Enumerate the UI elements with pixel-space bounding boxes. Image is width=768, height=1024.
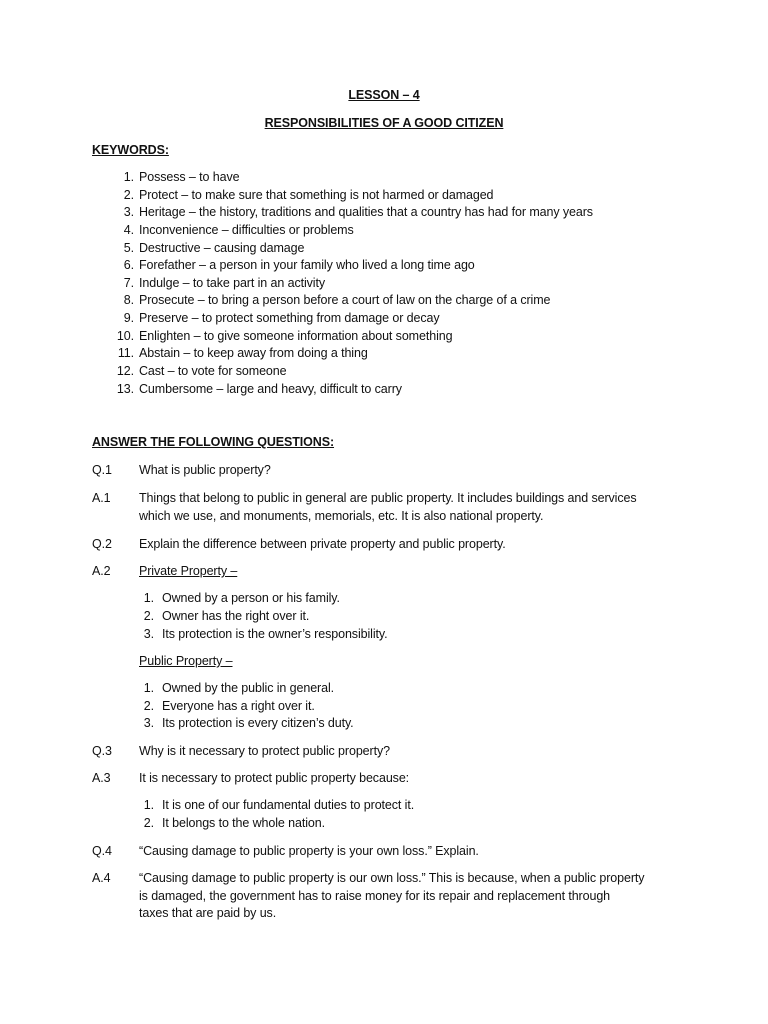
keyword-number: 1.	[123, 170, 134, 184]
list-text: It belongs to the whole nation.	[162, 816, 325, 830]
keywords-heading: KEYWORDS:	[92, 143, 169, 157]
question-text: “Causing damage to public property is your own loss.” Explain.	[139, 844, 479, 858]
keyword-number: 4.	[123, 223, 134, 237]
answer-label: A.1	[92, 491, 111, 505]
keyword-text: Enlighten – to give someone information about something	[139, 329, 453, 343]
answer-line: “Causing damage to public property is our own loss.” This is because, when a public property	[139, 871, 645, 885]
keyword-text: Prosecute – to bring a person before a court of law on the charge of a crime	[139, 293, 551, 307]
keyword-text: Inconvenience – difficulties or problems	[139, 223, 354, 237]
keyword-text: Heritage – the history, traditions and qualities that a country has had for many years	[139, 205, 593, 219]
keyword-number: 2.	[123, 188, 134, 202]
keyword-number: 12.	[116, 364, 134, 378]
list-number: 3.	[143, 716, 154, 730]
answer-text: It is necessary to protect public property because:	[139, 771, 410, 785]
keyword-number: 9.	[123, 311, 134, 325]
list-text: Owned by the public in general.	[162, 681, 335, 695]
keyword-text: Destructive – causing damage	[139, 241, 305, 255]
answer-label: A.2	[92, 564, 111, 578]
list-text: Everyone has a right over it.	[162, 699, 315, 713]
keyword-text: Cumbersome – large and heavy, difficult to carry	[139, 382, 402, 396]
keyword-number: 3.	[123, 205, 134, 219]
keyword-text: Indulge – to take part in an activity	[139, 276, 325, 290]
list-text: Owned by a person or his family.	[162, 591, 340, 605]
question-label: Q.4	[92, 844, 112, 858]
answer-line: which we use, and monuments, memorials, etc. It is also national property.	[139, 509, 544, 523]
answer-label: A.4	[92, 871, 111, 885]
question-text: Explain the difference between private property and public property.	[139, 537, 506, 551]
keyword-number: 6.	[123, 258, 134, 272]
list-text: Its protection is every citizen’s duty.	[162, 716, 354, 730]
keyword-text: Possess – to have	[139, 170, 240, 184]
list-number: 1.	[143, 591, 154, 605]
question-label: Q.2	[92, 537, 112, 551]
question-text: What is public property?	[139, 463, 271, 477]
answer-line: is damaged, the government has to raise money for its repair and replacement through	[139, 889, 611, 903]
lesson-title: LESSON – 4	[348, 88, 420, 102]
question-label: Q.1	[92, 463, 112, 477]
keyword-text: Protect – to make sure that something is not harmed or damaged	[139, 188, 494, 202]
list-text: It is one of our fundamental duties to protect it.	[162, 798, 415, 812]
chapter-title: RESPONSIBILITIES OF A GOOD CITIZEN	[264, 116, 504, 130]
keyword-number: 11.	[117, 346, 134, 360]
keyword-number: 7.	[123, 276, 134, 290]
answer-label: A.3	[92, 771, 111, 785]
keyword-text: Forefather – a person in your family who lived a long time ago	[139, 258, 475, 272]
keyword-number: 5.	[123, 241, 134, 255]
questions-heading: ANSWER THE FOLLOWING QUESTIONS:	[92, 435, 335, 449]
question-text: Why is it necessary to protect public property?	[139, 744, 390, 758]
list-number: 2.	[143, 609, 154, 623]
list-text: Owner has the right over it.	[162, 609, 310, 623]
answer-line: taxes that are paid by us.	[139, 906, 277, 920]
list-number: 3.	[143, 627, 154, 641]
list-text: Its protection is the owner’s responsibility.	[162, 627, 388, 641]
list-number: 1.	[143, 798, 154, 812]
keyword-number: 8.	[123, 293, 134, 307]
keyword-number: 10.	[116, 329, 134, 343]
list-number: 2.	[143, 816, 154, 830]
list-number: 1.	[143, 681, 154, 695]
list-number: 2.	[143, 699, 154, 713]
keyword-text: Abstain – to keep away from doing a thing	[139, 346, 368, 360]
answer-line: Things that belong to public in general are public property. It includes buildings and services	[139, 491, 637, 505]
question-label: Q.3	[92, 744, 112, 758]
keyword-text: Preserve – to protect something from damage or decay	[139, 311, 440, 325]
public-property-heading: Public Property –	[139, 654, 233, 668]
private-property-heading: Private Property –	[139, 564, 238, 578]
keyword-text: Cast – to vote for someone	[139, 364, 287, 378]
keyword-number: 13.	[116, 382, 134, 396]
